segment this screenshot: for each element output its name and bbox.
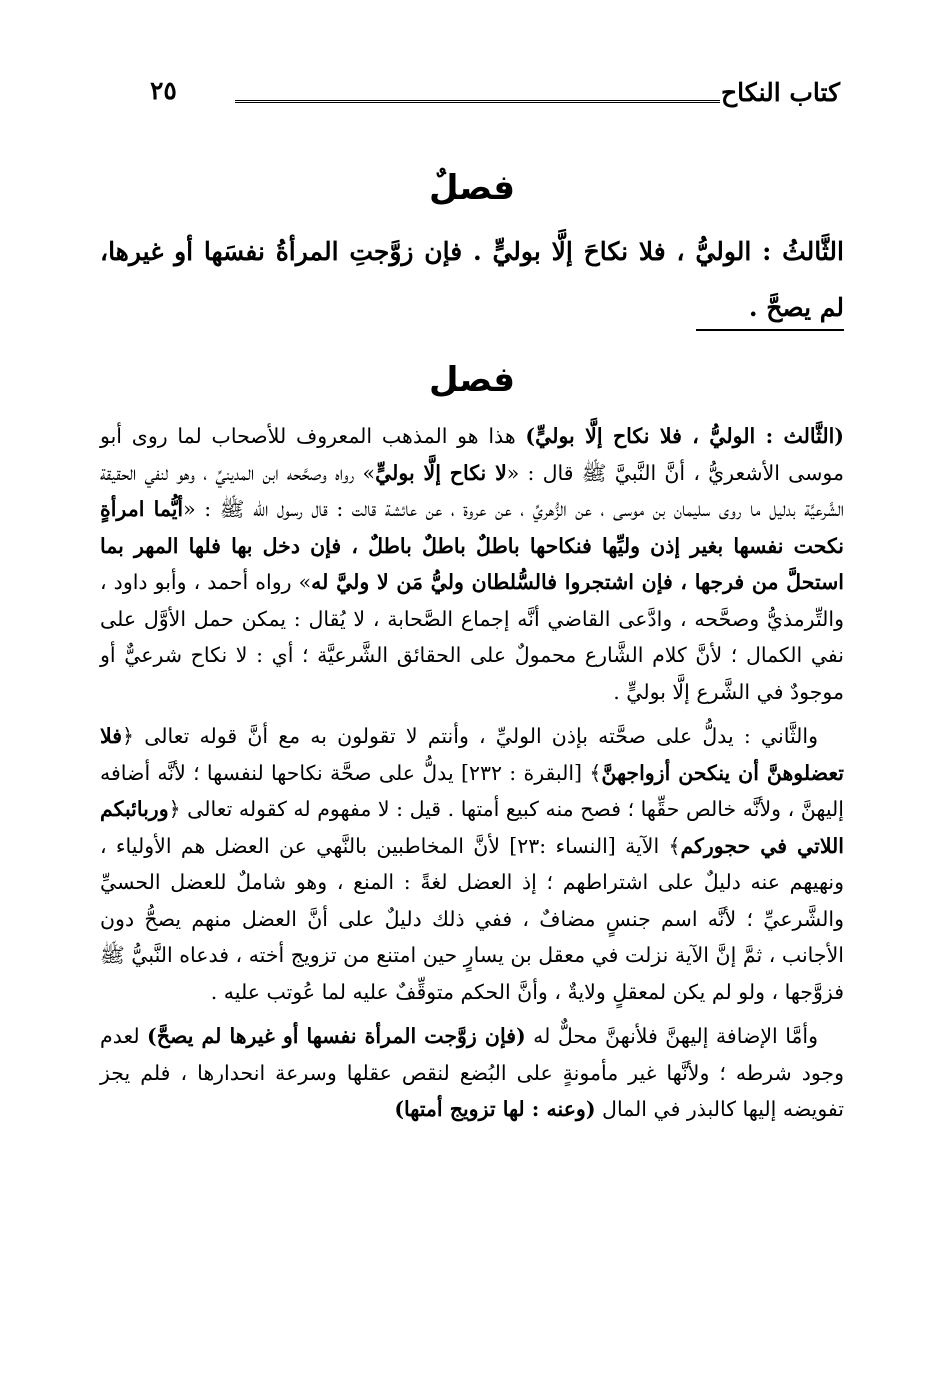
matn-text: الثَّالثُ : الوليُّ ، فلا نكاحَ إلَّا بوليٍّ . فإن زوَّجتِ المرأةُ نفسَها أو غيرها، لم يصحَّ .: [100, 237, 844, 322]
commentary: [100, 418, 844, 1136]
run: (فإن زوَّجت المرأة نفسها أو غيرها لم يصحَّ): [147, 1024, 526, 1048]
run: (الثَّالث : الوليُّ ، فلا نكاح إلَّا بوليٍّ): [525, 424, 844, 448]
run: » رواه أحمد ، وأبو داود ، والتِّرمذيُّ وصحَّحه ، وادَّعى القاضي أنَّه إجماع الصَّحابة ، لا يُقال : يمكن حمل الأوَّل على نفي الكمال ؛ لأنَّ كلام الشَّارع محمولٌ على الحقائق الشَّرعيَّة ؛ أي : لا نكاح شرعيٌّ أو موجودٌ في الشَّرع إلَّا بوليٍّ .: [100, 570, 844, 704]
page-number: ٢٥: [150, 76, 177, 105]
commentary-paragraph-3: [100, 1018, 844, 1128]
run: هذا هو المذهب المعروف للأصحاب لما روى أبو موسى الأشعريُّ ، أنَّ النَّبيَّ ﷺ قال : «: [100, 424, 844, 485]
matn-heading: فصلٌ: [428, 168, 516, 208]
run: أيُّما امرأةٍ نكحت نفسها بغير إذن وليِّها فنكاحها باطلٌ باطلٌ باطلٌ ، فإن دخل بها فلها المهر بما استحلَّ من فرجها ، فإن اشتجروا فالسُّلطان وليُّ مَن لا وليَّ له: [100, 497, 844, 594]
run: وربائبكم اللاتي في حجوركم: [100, 797, 844, 858]
run: (وعنه : لها تزويج أمتها): [394, 1097, 596, 1121]
run: ﴾ [البقرة : ٢٣٢] يدلُّ على صحَّة نكاحها لنفسها ؛ لأنَّه أضافه إليهنَّ ، ولأنَّه خالص حقِّها ؛ فصح منه كبيع أمتها . قيل : لا مفهوم له كقوله تعالى ﴿: [100, 760, 844, 821]
run: لا نكاح إلَّا بوليٍّ: [375, 460, 507, 485]
matn-separator: [696, 329, 844, 331]
book-title: كتاب النكاح: [721, 78, 840, 107]
commentary-paragraph-1: [100, 418, 844, 710]
run: وأمَّا الإضافة إليهنَّ فلأنهنَّ محلٌّ له: [525, 1024, 819, 1048]
run: فلا تعضلوهنَّ أن ينكحن أزواجهنَّ: [100, 724, 844, 785]
commentary-paragraph-2: [100, 718, 844, 1010]
header-rule: [235, 100, 720, 103]
run: لعدم وجود شرطه ؛ ولأنَّها غير مأمونةٍ على البُضع لنقص عقلها وسرعة انحدارها ، فلم يجز تفويضه إليها كالبذر في المال: [100, 1024, 844, 1121]
sharh-heading: فصل: [428, 360, 516, 400]
run: » رواه وصحَّحه ابن المدينيِّ ، وهو لنفي الحقيقة الشَّرعيَّة بدليل ما روى سليمان بن موسى ، عن الزُّهريِّ ، عن عروة ، عن عائشة قالت : قال رسول الله ﷺ : «: [100, 460, 845, 521]
run: ﴾ الآية [النساء :٢٣] لأنَّ المخاطبين بالنَّهي عن العضل هم الأولياء ، ونهيهم عنه دليلٌ على اشتراطهم ؛ إذ العضل لغةً : المنع ، وهو شاملٌ للعضل الحسيِّ والشَّرعيِّ ؛ لأنَّه اسم جنسٍ مضافٌ ، ففي ذلك دليلٌ على أنَّ العضل منهم يصحُّ دون الأجانب ، ثمَّ إنَّ الآية نزلت في معقل بن يسارٍ حين امتنع من تزويج أخته ، فدعاه النَّبيُّ ﷺ فزوَّجها ، ولو لم يكن لمعقلٍ ولايةٌ ، وأنَّ الحكم متوقِّفٌ عليه لما عُوتب عليه .: [100, 833, 844, 1004]
run: والثَّاني : يدلُّ على صحَّته بإذن الوليِّ ، وأنتم لا تقولون به مع أنَّ قوله تعالى ﴿: [122, 724, 818, 748]
running-header: [150, 78, 840, 118]
